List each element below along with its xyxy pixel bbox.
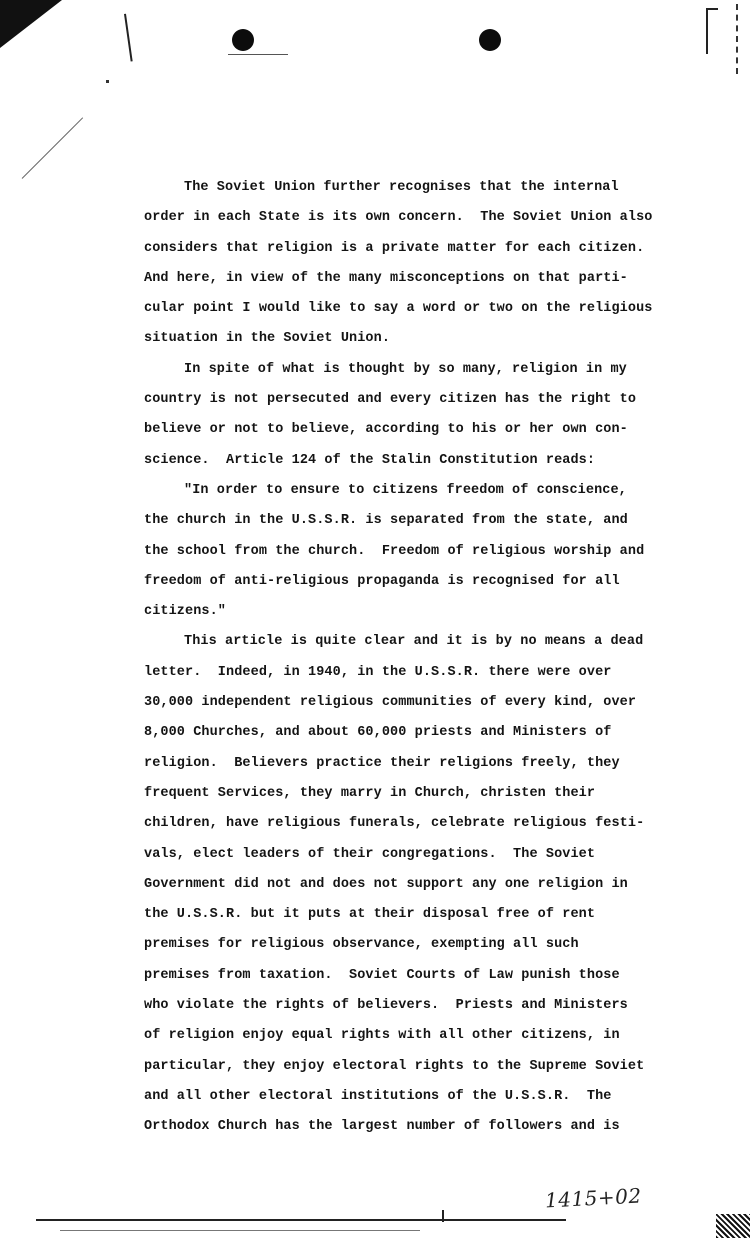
punch-hole-left [232, 29, 254, 51]
edge-bracket-mark [706, 8, 718, 54]
text-line: In spite of what is thought by so many, religion in my [184, 361, 627, 377]
paragraph-1 [144, 173, 704, 355]
corner-scan-mark [716, 1214, 750, 1238]
text-line: 30,000 independent religious communities of every kind, over [144, 695, 637, 711]
text-line: the church in the U.S.S.R. is separated from the state, and [144, 513, 628, 529]
text-line: premises from taxation. Soviet Courts of Law punish those [144, 967, 620, 983]
paragraph-2 [144, 355, 704, 476]
text-line: Government did not and does not support any one religion in [144, 876, 628, 892]
body-text [144, 173, 704, 1143]
text-line: This article is quite clear and it is by no means a dead [184, 634, 644, 650]
scan-corner-shadow [0, 0, 62, 48]
punch-hole-mark [228, 54, 288, 55]
text-line: believe or not to believe, according to his or her own con- [144, 422, 628, 438]
text-line: 8,000 Churches, and about 60,000 priests and Ministers of [144, 725, 612, 741]
text-line: vals, elect leaders of their congregations. The Soviet [144, 846, 596, 862]
text-line: who violate the rights of believers. Priests and Ministers [144, 998, 628, 1014]
text-line: particular, they enjoy electoral rights to the Supreme Soviet [144, 1058, 645, 1074]
punch-hole-right [479, 29, 501, 51]
bottom-rule-faint [60, 1230, 420, 1231]
text-line: order in each State is its own concern. The Soviet Union also [144, 210, 653, 226]
text-line: premises for religious observance, exempting all such [144, 937, 579, 953]
margin-dot [106, 80, 109, 83]
text-line: science. Article 124 of the Stalin Constitution reads: [144, 452, 596, 468]
edge-tick-marks [736, 4, 742, 74]
text-line: considers that religion is a private matter for each citizen. [144, 240, 645, 256]
text-line: frequent Services, they marry in Church, christen their [144, 785, 596, 801]
handwritten-note: 1415+02 [544, 1183, 643, 1213]
text-line: Orthodox Church has the largest number of followers and is [144, 1119, 620, 1135]
text-line: the school from the church. Freedom of religious worship and [144, 543, 645, 559]
text-line: cular point I would like to say a word or two on the religious [144, 301, 653, 317]
text-line: situation in the Soviet Union. [144, 331, 391, 347]
paragraph-3-quotation [144, 476, 704, 627]
text-line: The Soviet Union further recognises that the internal [184, 180, 619, 195]
text-line: children, have religious funerals, celebrate religious festi- [144, 816, 645, 832]
text-line: And here, in view of the many misconceptions on that parti- [144, 270, 628, 286]
bottom-rule [36, 1219, 566, 1221]
text-line: and all other electoral institutions of the U.S.S.R. The [144, 1088, 612, 1104]
text-line: of religion enjoy equal rights with all other citizens, in [144, 1028, 620, 1044]
text-line: the U.S.S.R. but it puts at their disposal free of rent [144, 907, 596, 923]
diagonal-fold-line [22, 117, 84, 179]
text-line: religion. Believers practice their religions freely, they [144, 755, 620, 771]
text-line: letter. Indeed, in 1940, in the U.S.S.R. there were over [144, 664, 612, 680]
margin-pen-stroke [124, 14, 133, 62]
paragraph-4 [144, 627, 704, 1142]
text-line: freedom of anti-religious propaganda is recognised for all [144, 573, 620, 589]
text-line: country is not persecuted and every citizen has the right to [144, 392, 637, 408]
text-line: "In order to ensure to citizens freedom of conscience, [184, 482, 627, 498]
text-line: citizens." [144, 604, 227, 620]
